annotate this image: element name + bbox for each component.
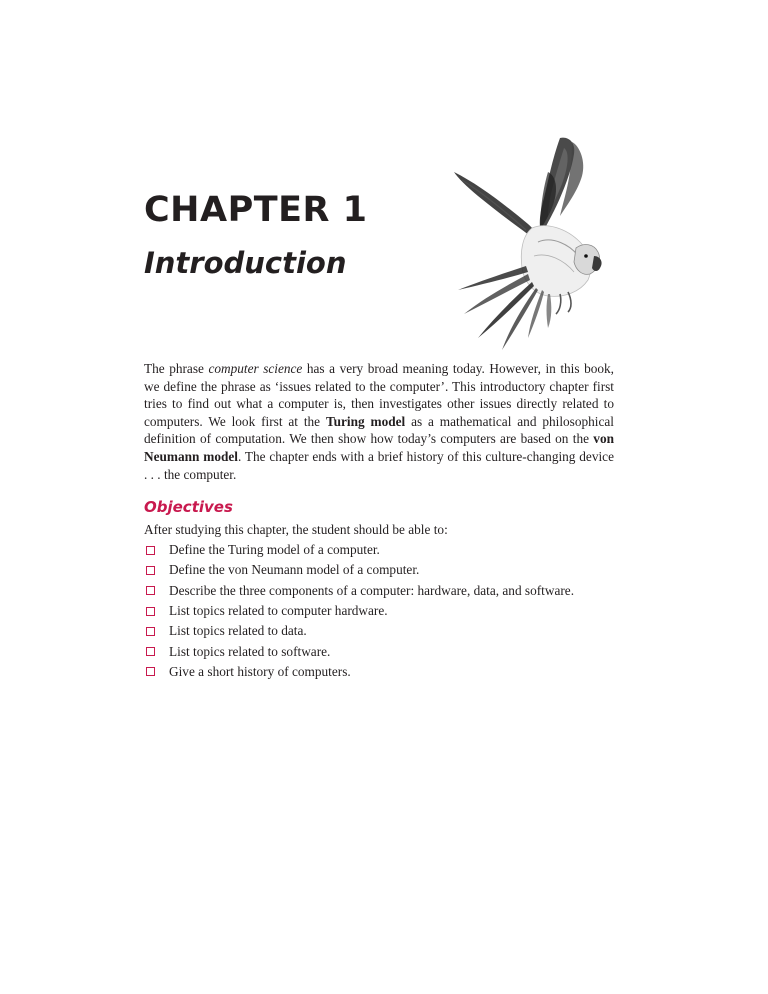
list-item — [144, 560, 614, 580]
objective-text: Describe the three components of a computer: hardware, data, and software. — [169, 582, 575, 598]
term-von-neumann-model: von Neumann model — [144, 431, 614, 464]
checkbox-bullet-icon — [146, 627, 155, 636]
objective-text: List topics related to software. — [169, 643, 331, 659]
term-computer-science: computer science — [208, 361, 303, 376]
checkbox-bullet-icon — [146, 647, 155, 656]
list-item — [144, 621, 614, 641]
checkbox-bullet-icon — [146, 566, 155, 575]
list-item — [144, 641, 614, 661]
objective-text: Define the von Neumann model of a computer. — [169, 562, 420, 578]
checkbox-bullet-icon — [146, 586, 155, 595]
chapter-title: Introduction — [144, 246, 347, 280]
objectives-intro: After studying this chapter, the student should be able to: — [144, 522, 448, 537]
objective-text: Define the Turing model of a computer. — [169, 542, 380, 558]
objectives-list — [144, 540, 614, 682]
objective-text: Give a short history of computers. — [169, 663, 351, 679]
checkbox-bullet-icon — [146, 607, 155, 616]
checkbox-bullet-icon — [146, 546, 155, 555]
checkbox-bullet-icon — [146, 667, 155, 676]
objective-text: List topics related to computer hardware. — [169, 603, 388, 619]
chapter-number: CHAPTER 1 — [144, 190, 368, 230]
parrot-illustration-icon — [448, 132, 608, 354]
intro-paragraph: The phrase computer science has a very broad meaning today. However, in this book, we define the phrase as ‘issues related to the computer’. This introductory chapter first tries to find out what a computer is, then investigates other issues directly related to computers. We look first at the Turing model as a mathematical and philosophical definition of computation. We then show how today’s computers are based on the von Neumann model. The chapter ends with a brief history of this culture-changing device . . . the computer. — [144, 361, 615, 482]
list-item — [144, 662, 614, 682]
objective-text: List topics related to data. — [169, 623, 307, 639]
list-item — [144, 601, 614, 621]
objectives-heading: Objectives — [144, 498, 233, 516]
list-item — [144, 540, 614, 560]
list-item — [144, 581, 614, 601]
term-turing-model: Turing model — [325, 413, 406, 429]
